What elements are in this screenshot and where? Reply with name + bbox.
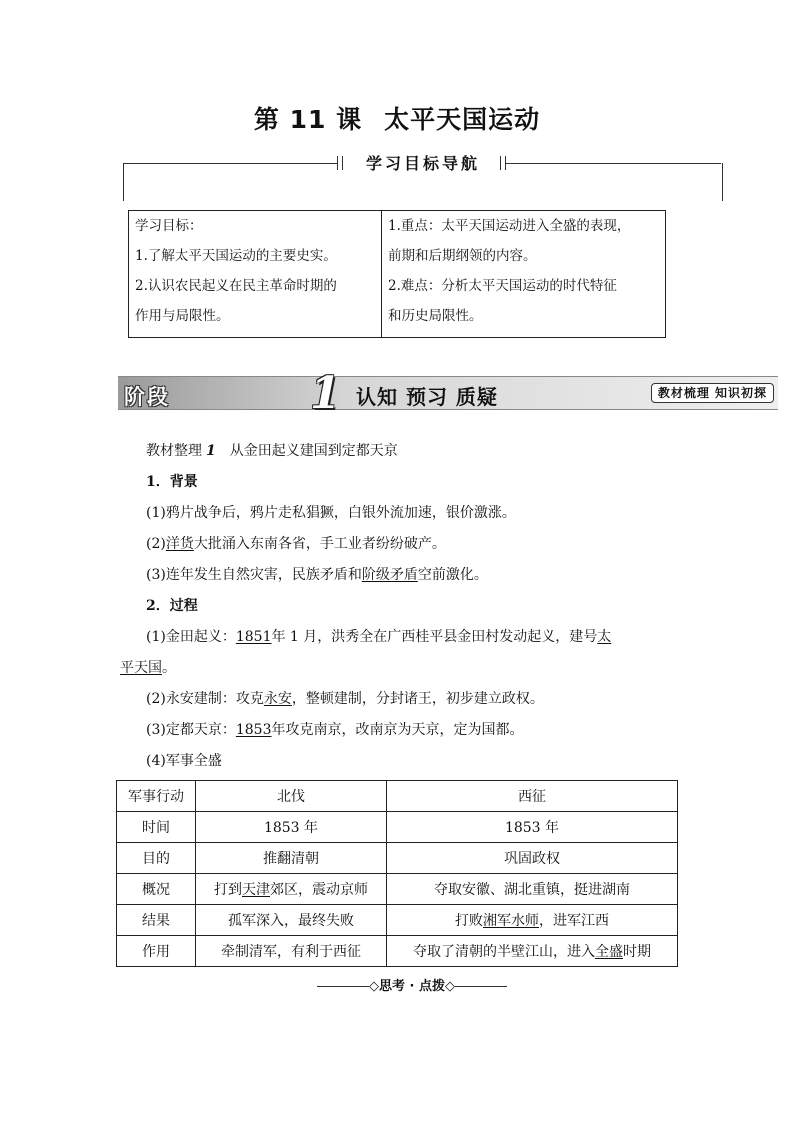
table-row [117, 874, 678, 905]
background-item [146, 533, 446, 553]
stage-tag: 教材梳理 知识初探 [651, 383, 774, 403]
goals-right-line: 前期和后期纲领的内容。 [388, 248, 537, 264]
text-run: (3)定都天京： [146, 722, 236, 738]
north-cell [196, 874, 387, 905]
underlined-term: 阶级矛盾 [361, 567, 418, 583]
west-cell [387, 936, 678, 967]
process-item [146, 626, 611, 646]
underlined-term: 1853 [235, 722, 272, 738]
text-run: 时期 [623, 944, 651, 960]
process-item [146, 688, 544, 708]
diamond-icon: ◇ [369, 979, 379, 994]
underlined-term: 1851 [235, 629, 272, 645]
process-item-continued [120, 657, 176, 677]
stage-label: 阶段 [124, 385, 170, 409]
text-run: 打到 [214, 882, 242, 898]
text-run: (2) [146, 536, 166, 552]
goals-table [128, 210, 666, 338]
underlined-term: 太 [597, 629, 612, 645]
think-divider [300, 975, 524, 994]
text-run: (3)连年发生自然灾害，民族矛盾和 [146, 567, 362, 583]
goals-left-line: 1.了解太平天国运动的主要史实。 [135, 248, 337, 264]
background-item [146, 564, 488, 584]
goals-right-line: 2.难点：分析太平天国运动的时代特征 [388, 278, 617, 294]
row-label: 目的 [117, 843, 196, 874]
table-row [117, 812, 678, 843]
west-cell: 夺取安徽、湖北重镇，挺进湖南 [387, 874, 678, 905]
lesson-number: 第 11 课 [253, 105, 363, 134]
military-table [116, 780, 678, 967]
divider-line [455, 986, 507, 987]
goals-nav-label: 学习目标导航 [365, 154, 480, 173]
section-title: 从金田起义建国到定都天京 [229, 443, 398, 459]
table-header-cell: 军事行动 [117, 781, 196, 812]
north-cell: 1853 年 [196, 812, 387, 843]
west-cell: 1853 年 [387, 812, 678, 843]
goals-left-line: 作用与局限性。 [135, 308, 230, 324]
text-run: 。 [162, 660, 176, 676]
text-run: 打败 [455, 913, 483, 929]
background-heading: 1．背景 [146, 474, 198, 490]
diamond-icon: ◇ [445, 979, 455, 994]
think-label: 思考 · 点拨 [379, 979, 445, 994]
lesson-title [0, 100, 794, 136]
north-cell: 推翻清朝 [196, 843, 387, 874]
stage-title: 认知 预习 质疑 [356, 385, 498, 409]
underlined-term: 湘军水师 [483, 913, 539, 929]
underlined-term: 全盛 [595, 944, 623, 960]
section-heading [146, 440, 398, 460]
table-header-cell: 西征 [387, 781, 678, 812]
table-row [117, 936, 678, 967]
goals-frame-line-right [505, 163, 721, 164]
underlined-term: 永安 [263, 691, 292, 707]
stage-banner [118, 368, 778, 419]
background-item: (1)鸦片战争后，鸦片走私猖獗，白银外流加速，银价激涨。 [146, 505, 516, 521]
west-cell [387, 905, 678, 936]
stage-number: 1 [310, 368, 341, 419]
text-run: 空前激化。 [417, 567, 488, 583]
section-prefix: 教材整理 [146, 443, 202, 459]
goals-right-line: 和历史局限性。 [388, 308, 483, 324]
process-item: (4)军事全盛 [146, 753, 222, 769]
west-cell: 巩固政权 [387, 843, 678, 874]
underlined-term: 洋货 [165, 536, 194, 552]
section-number: 1 [206, 443, 216, 459]
table-header-row [117, 781, 678, 812]
text-run: 郊区，震动京师 [270, 882, 368, 898]
row-label: 结果 [117, 905, 196, 936]
process-item [146, 719, 523, 739]
underlined-term: 平天国 [120, 660, 162, 676]
text-run: 夺取了清朝的半壁江山，进入 [413, 944, 595, 960]
goals-frame-cap-left [337, 156, 343, 170]
table-row [117, 905, 678, 936]
divider-line [317, 986, 369, 987]
table-header-cell: 北伐 [196, 781, 387, 812]
text-run: (1)金田起义： [146, 629, 236, 645]
text-run: (2)永安建制：攻克 [146, 691, 264, 707]
table-row [117, 843, 678, 874]
lesson-name: 太平天国运动 [384, 105, 541, 134]
process-heading: 2．过程 [146, 598, 198, 614]
row-label: 概况 [117, 874, 196, 905]
text-run: ，整顿建制，分封诸王，初步建立政权。 [291, 691, 544, 707]
goals-right-column [382, 211, 665, 337]
goals-right-line: 1.重点：太平天国运动进入全盛的表现， [388, 218, 631, 234]
text-run: 年 1 月，洪秀全在广西桂平县金田村发动起义，建号 [271, 629, 598, 645]
row-label: 作用 [117, 936, 196, 967]
row-label: 时间 [117, 812, 196, 843]
goals-left-column [129, 211, 382, 337]
goals-left-line: 学习目标： [135, 218, 203, 234]
underlined-term: 天津 [242, 882, 270, 898]
text-run: 年攻克南京，改南京为天京，定为国都。 [271, 722, 524, 738]
text-run: ，进军江西 [539, 913, 609, 929]
goals-frame-line-left [123, 163, 337, 164]
text-run: 大批涌入东南各省，手工业者纷纷破产。 [193, 536, 446, 552]
north-cell: 孤军深入，最终失败 [196, 905, 387, 936]
goals-left-line: 2.认识农民起义在民主革命时期的 [135, 278, 337, 294]
north-cell: 牵制清军，有利于西征 [196, 936, 387, 967]
